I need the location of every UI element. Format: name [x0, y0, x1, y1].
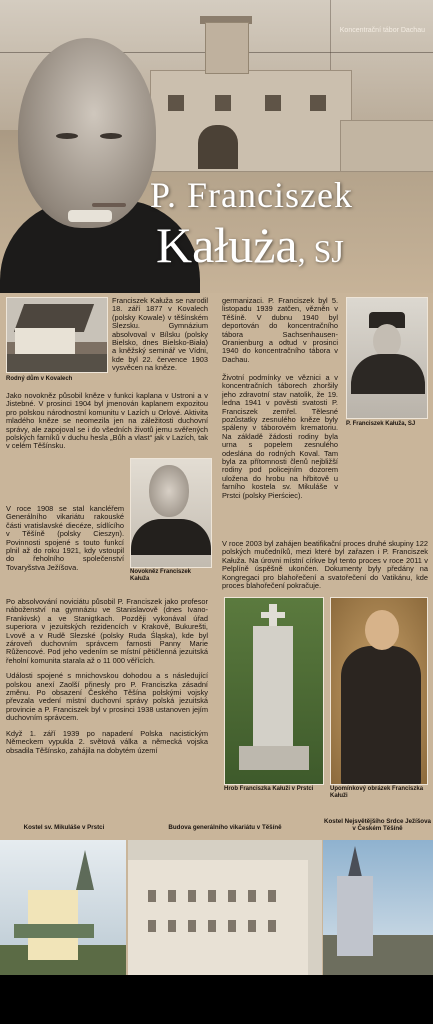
window — [248, 890, 256, 902]
birth-house-caption: Rodný dům v Kovalech — [6, 376, 73, 382]
text-column-right — [222, 374, 428, 507]
paragraph: V roce 2003 byl zahájen beatifikační proces druhé skupiny 122 polských mučedníků, mezi které byl zařazen i P. Franciszek Kałuža. Na úrovni místní církve byl tento proces v roce 2011 v Pelplíně úspěšně ukončen. Dokumenty byly předány na Kongregaci pro blahořečení a svatořečení do Vatikánu, kde proces blahořečení pokračuje. — [222, 539, 428, 591]
text-column-left-bottom — [6, 598, 208, 762]
paragraph: Po absolvování noviciátu působil P. Franciszek jako profesor náboženství na gymnáziu ve Stanislavově (dnes Ivano-Frankivsk) a ve Stanigtkach. Později vykonával úřad superiora v jezuitských rezidencích v Krakově, Bukurešti, Lvově a v Rudě Slezské (polsky Ruda Śląska), kde byl zároveň duchovním správcem farnosti Panny Marie Růžencové. Pod jeho vedením se místní pětičlenná jezuitská řeholní komunita starala až o 11 000 věřících. — [6, 597, 208, 665]
old-priest-caption: P. Franciszek Kałuža, SJ — [346, 421, 416, 427]
priest-face — [18, 38, 156, 228]
house-wall — [15, 328, 75, 354]
eye — [100, 133, 122, 139]
face — [149, 465, 189, 517]
window — [310, 95, 326, 111]
text-column-right-top — [222, 297, 338, 371]
window — [148, 920, 156, 932]
window — [188, 920, 196, 932]
window — [228, 920, 236, 932]
paragraph: Jako novokněz působil kněze v funkci kaplana v Ustroni a v Jistebné. V prosinci 1904 byl jmenován kaplanem expozitou pro polskou národnostní komunitu v Lazích u Orlové. Aktivita mladého kněze se neomezila jen na záležitosti duchovní správy, ale zapojoval se i do všedních životů jemu svěřených polských farníků v duchu hesla „Bůh a vlast“ jak v Lazích, tak v celém Těšínsku. — [6, 391, 208, 451]
paragraph: V roce 1908 se stal kancléřem Generálního vikariátu rakouské části vratislavské diecéze, sídlícího v Těšíně (polsky Cieszyn). Povinnosti spojené s touto funkcí plnil až do roku 1921, kdy vstoupil do řeholního společenství Tovaryšstva Ježíšova. — [6, 504, 124, 572]
grave-caption: Hrob Franciszka Kałuži v Prstci — [224, 786, 314, 792]
monument-base — [239, 746, 309, 770]
young-priest-caption: Novokněz Franciszek Kałuža — [130, 569, 192, 582]
window — [268, 890, 276, 902]
window — [188, 890, 196, 902]
text-column-left — [6, 392, 208, 458]
building — [128, 860, 308, 975]
birth-house-photo — [6, 297, 108, 373]
monument — [253, 626, 293, 746]
window — [208, 890, 216, 902]
window — [228, 890, 236, 902]
paragraph: germanizaci. P. Franciszek byl 5. listopadu 1939 zatčen, vězněn v Těšíně. V dubnu 1940 byl deportován do koncentračního tábora Sachsenhausen-Oranienburg a odtud v prosinci 1940 do koncentračního tábora v Dachau. — [222, 296, 338, 364]
church-tesin-caption: Kostel Nejsvětějšího Srdce Ježíšova v Českém Těšíně — [324, 818, 431, 832]
cassock — [341, 646, 421, 785]
bottom-margin — [0, 975, 433, 1024]
church-roof — [14, 924, 94, 938]
face — [373, 324, 401, 358]
window — [168, 890, 176, 902]
church — [337, 876, 373, 956]
grave-photo — [224, 597, 324, 785]
text-column-left-narrow — [6, 505, 124, 579]
vicariate-photo — [128, 840, 322, 975]
mouth — [92, 203, 126, 207]
paragraph: Události spojené s mnichovskou dohodou a s následující polskou anexí Zaolší přinesly pro P. Franciszka zásadní změnu. Po obsazení Českého Těšína polskými vojsky převzala vedení místní duchovní správy polská jezuitská provincie a P. Franciszek byl v prosinci 1938 ustanoven jejím duchovním správcem. — [6, 671, 208, 723]
title-suffix: , SJ — [297, 233, 344, 269]
page-title — [150, 175, 433, 273]
camp-gate — [198, 125, 238, 169]
title-line-2 — [156, 219, 344, 277]
gate-tower — [205, 22, 249, 74]
church-spire — [76, 850, 94, 890]
cassock — [131, 519, 211, 555]
holy-card-photo — [330, 597, 428, 785]
cross-bar — [261, 612, 285, 618]
title-line-1: P. Franciszek — [150, 175, 353, 215]
young-priest-photo — [130, 458, 212, 568]
paragraph: Když 1. září 1939 po napadení Polska nacistickým Německem vypukla 2. světová válka a německá vojska obsadila Těšínsko, zahájila na dobytém území — [6, 728, 208, 755]
window — [208, 920, 216, 932]
eye — [56, 133, 78, 139]
window — [148, 890, 156, 902]
window — [215, 95, 231, 111]
camp-wing — [340, 120, 433, 172]
text-column-right-bottom — [222, 540, 428, 597]
church-prstec-caption: Kostel sv. Mikuláše v Prstci — [23, 824, 105, 831]
window — [248, 920, 256, 932]
window — [265, 95, 281, 111]
vicariate-caption: Budova generálního vikariátu v Těšíně — [168, 824, 282, 831]
text-column-left-top — [112, 297, 208, 380]
paragraph: Životní podmínky ve věznici a v koncentračních táborech zhoršily jeho zdravotní stav natolik, že 19. ledna 1941 v pověsti svatosti P. Franciszek zemřel. Tělesné pozůstatky zesnulého kněze byly spáleny v táborovém krematoriu. Na základě žádosti rodiny byla urna s popelem zesnulého odeslána do rodných Koval. Tam byla za přítomnosti členů nejbližší rodiny pod policejním dozorem uložena do hrobu na hřbitově u farního kostela sv. Mikuláše v Prstci (polsky Pierściec). — [222, 373, 338, 500]
paragraph: Franciszek Kałuža se narodil 18. září 1877 v Kovalech (polsky Kowale) v těšínském Slezsku. Gymnázium absolvoval v Bílsku (polsky Bielsko, dnes Bielsko-Biała) a kněžský seminář ve Vídni, kde byl 22. července 1903 vysvěcen na kněze. — [112, 296, 208, 373]
house-grass — [7, 354, 107, 372]
church-prstec-photo — [0, 840, 126, 975]
camp-label: Koncentrační tábor Dachau — [339, 27, 425, 34]
surname: Kałuża — [156, 217, 298, 273]
face — [365, 610, 399, 650]
window — [268, 920, 276, 932]
church-tesin-photo — [323, 840, 433, 975]
roman-collar — [68, 210, 112, 222]
holy-card-caption: Upomínkový obrázek Franciszka Kałuži — [330, 786, 424, 799]
header-banner — [0, 0, 433, 293]
window — [168, 920, 176, 932]
